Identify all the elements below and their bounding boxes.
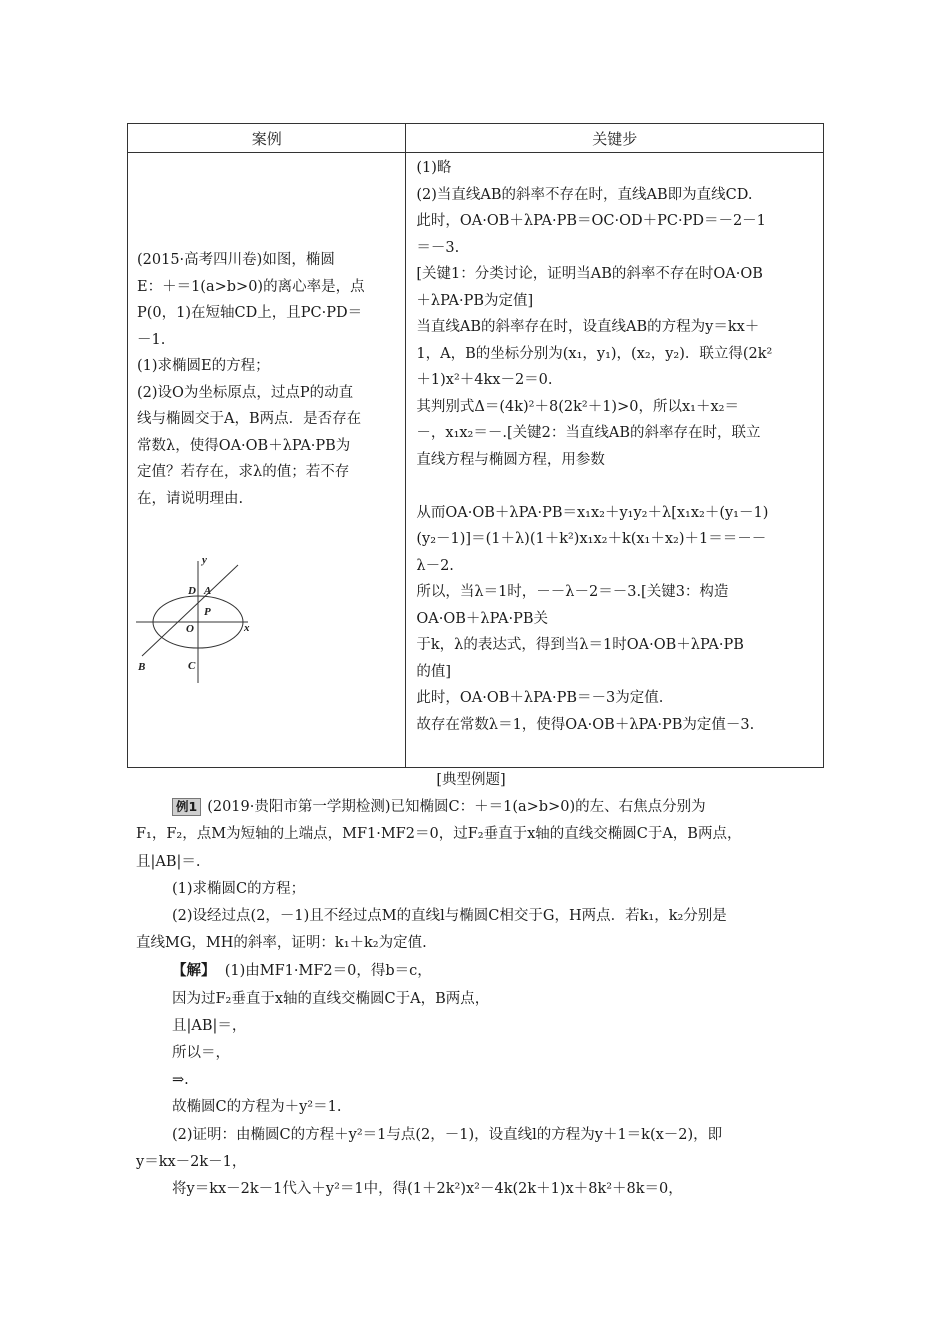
case-line: －1. xyxy=(137,331,166,348)
example-line: 直线MG，MH的斜率，证明：k₁＋k₂为定值. xyxy=(136,935,427,952)
label-b: B xyxy=(138,661,146,673)
solution-line: (2)证明：由椭圆C的方程＋y²＝1与点(2，－1)，设直线l的方程为y＋1＝k(x－2)，即 xyxy=(172,1126,723,1143)
case-line: 在，请说明理由. xyxy=(137,490,244,507)
example-line: (2)设经过点(2，－1)且不经过点M的直线l与椭圆C相交于G，H两点．若k₁，k₂分别是 xyxy=(172,908,727,925)
solution-line: 且|AB|＝， xyxy=(172,1017,247,1034)
table-header-row xyxy=(128,124,824,153)
secant-line xyxy=(142,565,238,656)
case-line: 常数λ，使得OA·OB＋λPA·PB为 xyxy=(137,437,351,454)
key-step-line: 于k，λ的表达式，得到当λ＝1时OA·OB＋λPA·PB xyxy=(416,637,744,653)
table-body-row xyxy=(128,153,824,768)
key-step-line: 的值] xyxy=(416,663,452,680)
solution-line: 因为过F₂垂直于x轴的直线交椭圆C于A，B两点， xyxy=(172,990,490,1007)
solution-first-text: (1)由MF1·MF2＝0，得b＝c， xyxy=(224,963,432,980)
solution-line: 将y＝kx－2k－1代入＋y²＝1中，得(1＋2k²)x²－4k(2k＋1)x＋8k²＋8k＝0， xyxy=(172,1181,683,1198)
case-text xyxy=(137,247,399,512)
key-step-cell xyxy=(406,153,824,768)
key-step-line: 从而OA·OB＋λPA·PB＝x₁x₂＋y₁y₂＋λ[x₁x₂＋(y₁－1) xyxy=(416,504,769,521)
solution-first-line xyxy=(136,957,826,985)
header-case: 案例 xyxy=(128,124,406,153)
key-step-line: 故存在常数λ＝1，使得OA·OB＋λPA·PB为定值－3. xyxy=(416,716,755,733)
label-c: C xyxy=(188,660,196,672)
solution-line: y＝kx－2k－1， xyxy=(136,1153,247,1170)
key-step-line: [关键1：分类讨论，证明当AB的斜率不存在时OA·OB xyxy=(416,266,763,282)
section-title: [典型例题] xyxy=(436,772,506,788)
key-step-line: 此时，OA·OB＋λPA·PB＝OC·OD＋PC·PD＝－2－1 xyxy=(416,213,766,229)
key-step-line: λ－2. xyxy=(416,557,454,574)
key-step-line: (2)当直线AB的斜率不存在时，直线AB即为直线CD. xyxy=(416,186,753,203)
key-step-line: ＋1)x²＋4kx－2＝0. xyxy=(416,372,553,388)
example-section xyxy=(136,767,826,1203)
key-step-line: 1，A，B的坐标分别为(x₁，y₁)，(x₂，y₂)．联立得(2k² xyxy=(416,345,773,362)
key-step-line: OA·OB＋λPA·PB关 xyxy=(416,610,549,627)
case-line: E：＋＝1(a>b>0)的离心率是，点 xyxy=(137,278,365,295)
label-o: O xyxy=(186,623,194,635)
solution-line: 所以＝， xyxy=(172,1045,230,1062)
header-key-step: 关键步 xyxy=(406,124,824,153)
ellipse-figure xyxy=(132,553,262,688)
key-step-line: 所以，当λ＝1时，－－λ－2＝－3.[关键3：构造 xyxy=(416,584,729,600)
key-step-line: 直线方程与椭圆方程，用参数 xyxy=(416,451,605,468)
example-line: F₁，F₂，点M为短轴的上端点，MF1·MF2＝0，过F₂垂直于x轴的直线交椭圆C于A，B两点， xyxy=(136,826,742,843)
label-y: y xyxy=(202,554,207,566)
case-table xyxy=(127,123,824,768)
case-line: (1)求椭圆E的方程； xyxy=(137,358,270,374)
key-step-line: 当直线AB的斜率存在时，设直线AB的方程为y＝kx＋ xyxy=(416,319,760,335)
example-badge: 例1 xyxy=(172,798,201,816)
case-cell xyxy=(128,153,406,768)
case-line: 定值？若存在，求λ的值；若不存 xyxy=(137,464,350,480)
key-step-line: (1)略 xyxy=(416,160,452,176)
example-line: (1)求椭圆C的方程； xyxy=(172,880,306,897)
key-step-text xyxy=(406,153,823,738)
label-p: P xyxy=(204,606,211,618)
label-x: x xyxy=(244,622,250,634)
case-line: P(0，1)在短轴CD上，且PC·PD＝ xyxy=(137,305,363,321)
example-first-line: (2019·贵阳市第一学期检测)已知椭圆C：＋＝1(a>b>0)的左、右焦点分别为 xyxy=(207,799,706,816)
label-a: A xyxy=(204,585,212,597)
example-line: 且|AB|＝. xyxy=(136,853,201,870)
key-step-line: ＋λPA·PB为定值] xyxy=(416,292,534,309)
key-step-blank-line xyxy=(416,473,817,500)
case-line: (2)设O为坐标原点，过点P的动直 xyxy=(137,384,354,401)
case-line: 线与椭圆交于A，B两点．是否存在 xyxy=(137,411,362,427)
solution-line: 故椭圆C的方程为＋y²＝1. xyxy=(172,1099,342,1116)
label-d: D xyxy=(188,585,196,597)
case-line: (2015·高考四川卷)如图，椭圆 xyxy=(137,252,335,268)
solution-tag: 【解】 xyxy=(172,962,216,980)
solution-line: ⇒. xyxy=(172,1072,189,1089)
key-step-line: －，x₁x₂＝－.[关键2：当直线AB的斜率存在时，联立 xyxy=(416,425,761,441)
key-step-line: (y₂－1)]＝(1＋λ)(1＋k²)x₁x₂＋k(x₁＋x₂)＋1＝＝－－ xyxy=(416,531,767,547)
key-step-line: 此时，OA·OB＋λPA·PB＝－3为定值. xyxy=(416,690,664,706)
key-step-line: ＝－3. xyxy=(416,239,460,256)
key-step-line: 其判别式Δ＝(4k)²＋8(2k²＋1)>0，所以x₁＋x₂＝ xyxy=(416,398,739,415)
example-intro-line xyxy=(136,794,826,821)
